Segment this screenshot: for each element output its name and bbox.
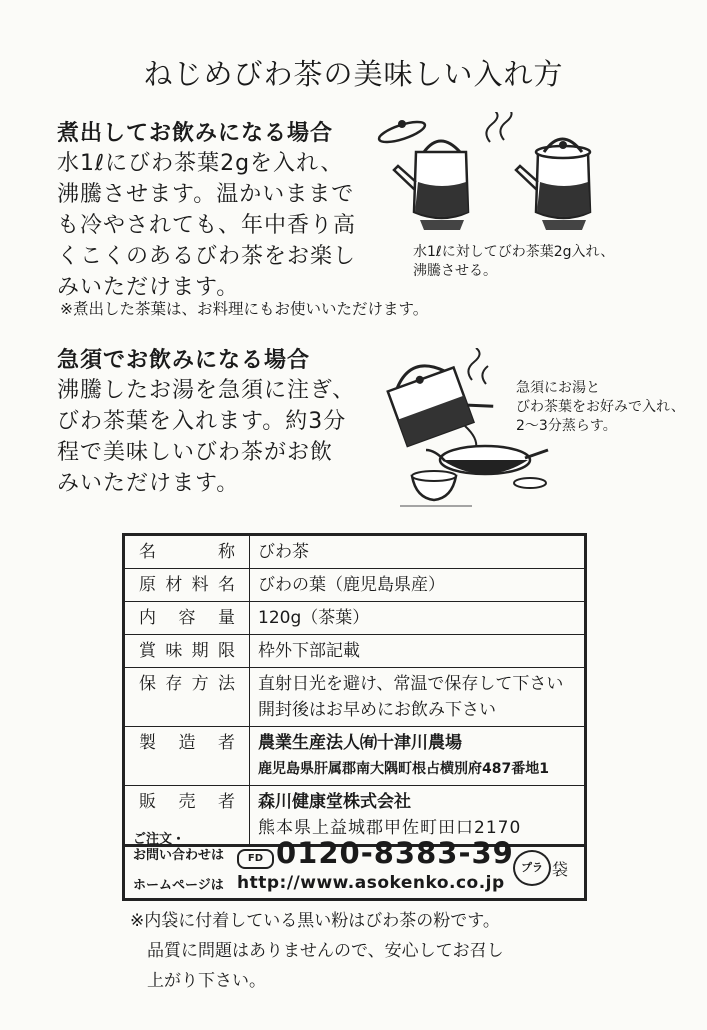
kettle-lid-open-icon — [372, 112, 492, 237]
label-value: 枠外下部記載 — [250, 635, 586, 668]
table-row — [124, 535, 586, 569]
teapot-pouring-icon — [360, 348, 560, 518]
recycle-plastic-icon: プラ — [513, 850, 551, 886]
label-key: 賞味期限 — [124, 635, 250, 668]
label-key: 原材料名 — [124, 569, 250, 602]
label-key: 保存方法 — [124, 668, 250, 727]
page-title: ねじめびわ茶の美味しい入れ方 — [143, 57, 564, 91]
homepage-label: ホームページは — [133, 878, 224, 893]
kettle-steam-icon — [478, 112, 608, 237]
phone-number: 0120-8383-39 — [276, 836, 514, 870]
boil-heading: 煮出してお飲みになる場合 — [57, 121, 334, 146]
boil-note: ※煮出した茶葉は、お料理にもお使いいただけます。 — [60, 300, 429, 318]
boil-caption: 水1ℓに対してびわ茶葉2g入れ、 沸騰させる。 — [413, 244, 615, 279]
label-key: 内容量 — [124, 602, 250, 635]
homepage-url[interactable]: http://www.asokenko.co.jp — [237, 873, 505, 893]
table-row — [124, 569, 586, 602]
label-value: 直射日光を避け、常温で保存して下さい — [258, 674, 564, 694]
kyusu-body: 沸騰したお湯を急須に注ぎ、 びわ茶葉を入れます。約3分 程で美味しいびわ茶がお飲 みいただけます。 — [57, 378, 356, 496]
label-value: 農業生産法人㈲十津川農場 — [258, 733, 462, 753]
table-row — [124, 727, 586, 786]
recycle-label: 袋 — [552, 860, 569, 879]
product-label-table — [122, 533, 587, 847]
kyusu-heading: 急須でお飲みになる場合 — [57, 348, 311, 373]
label-value-2: 鹿児島県肝属郡南大隅町根占横別府487番地1 — [258, 761, 549, 777]
table-row — [124, 668, 586, 727]
label-value-2: 熊本県上益城郡甲佐町田口2170 — [258, 818, 522, 838]
label-value: びわ茶 — [250, 535, 586, 569]
order-label-1: ご注文・ — [133, 832, 186, 847]
kyusu-caption: 急須にお湯と びわ茶葉をお好みで入れ、 2～3分蒸らす。 — [516, 380, 685, 434]
freedial-icon: FD — [237, 849, 274, 869]
label-value-2: 開封後はお早めにお飲み下さい — [258, 700, 496, 720]
table-row — [124, 635, 586, 668]
label-value: 森川健康堂株式会社 — [258, 792, 411, 812]
table-row — [124, 602, 586, 635]
label-value: びわの葉（鹿児島県産） — [250, 569, 586, 602]
label-key: 販売者 — [124, 786, 250, 846]
label-key: 製造者 — [124, 727, 250, 786]
order-label-2: お問い合わせは — [133, 848, 225, 863]
boil-body: 水1ℓにびわ茶葉2gを入れ、 沸騰させます。温かいままで も冷やされても、年中香り高 くこくのあるびわ茶をお楽し みいただけます。 — [57, 151, 357, 300]
label-value: 120g（茶葉） — [250, 602, 586, 635]
label-key: 名称 — [124, 535, 250, 569]
contact-box — [122, 824, 587, 901]
footnote: ※内袋に付着している黒い粉はびわ茶の粉です。 品質に問題はありませんので、安心してお召し 上がり下さい。 — [130, 911, 504, 991]
